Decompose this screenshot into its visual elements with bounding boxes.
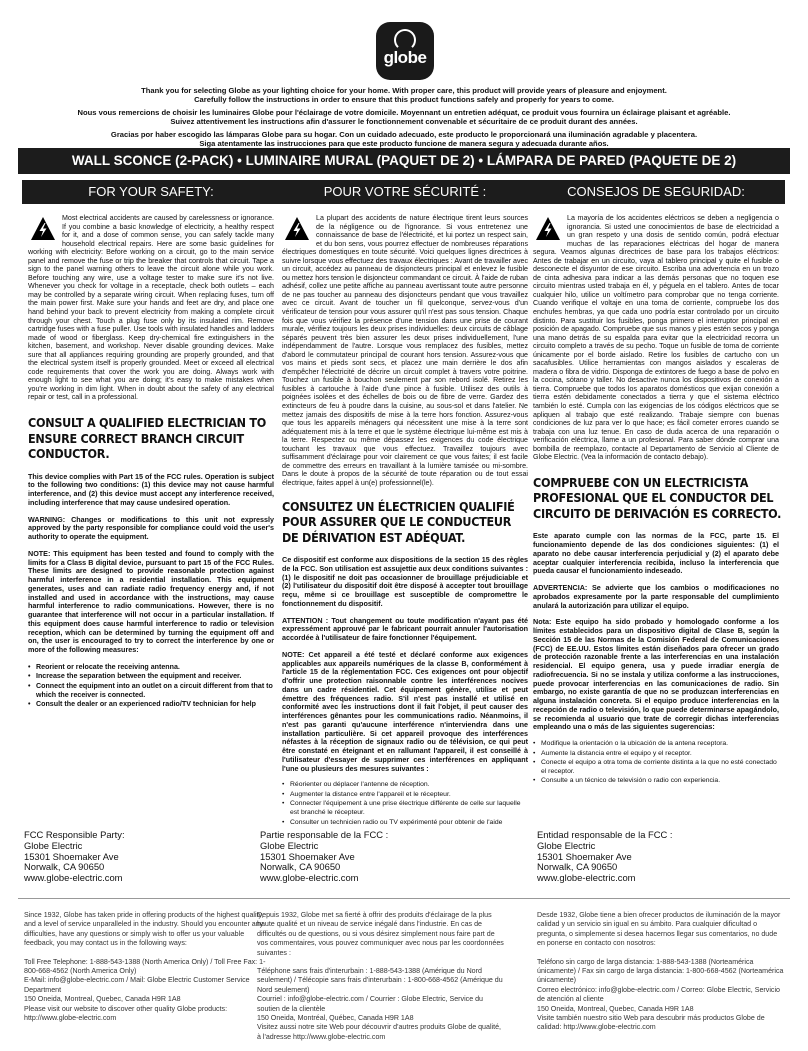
warning-icon	[535, 216, 561, 242]
footer-intro: Since 1932, Globe has taken pride in offering products of the highest quality, and a level of service unparalleled in the industry. Should you encounter any difficulties, have any questions or simply wish to offer us your valuable feedback, you may contact us in the following ways:	[24, 911, 264, 948]
fcc-warning-fr: ATTENTION : Tout changement ou toute modification n'ayant pas été expressément approuvé par le fabricant pourrait annuler l'autorisation accordée à l'utilisateur de faire fonctionner l'équipement.	[282, 615, 528, 642]
intro-es2: Siga atentamente las instrucciones para que este producto funcione de manera segura y adecuada durante años.	[199, 139, 609, 149]
party-company: Globe Electric	[24, 839, 83, 851]
footer-email: Correo electrónico: info@globe-electric.com / Correo: Globe Electric, Servicio de atención al cliente	[537, 985, 780, 1004]
party-street: 15301 Shoemaker Ave	[537, 850, 632, 862]
intro-en: Thank you for selecting Globe as your lighting choice for your home. With proper care, this product will provide years of pleasure and enjoyment.	[141, 86, 667, 95]
safety-text-fr	[282, 214, 528, 488]
fcc-note-fr: NOTE: Cet appareil a été testé et déclaré conforme aux exigences applicables aux appareils numériques de la classe B, conformément à l'article 15 de la réglementation FCC. Ces exigences ont pour objectif d'offrir une protection raisonnable contre les interférences nocives dans un cadre résidentiel. Cet équipement génère, utilise et peut émettre des fréquences radio. S'il n'est pas installé et utilisé en conformité avec les instructions dont il fait l'objet, il peut causer des interférences gênantes pour les communications radio. Néanmoins, il n'est pas garanti qu'aucune interférence n'interviendra dans une installation particulière. Si cet appareil provoque des interférences néfastes à la réception de signaux radio ou de télévision, ce qui peut être constaté en éteignant et en rallumant l'appareil, il est conseillé à l'utilisateur d'essayer de supprimer ces interférences en appliquant l'une ou plusieurs des mesures suivantes :	[282, 649, 528, 773]
party-website: www.globe-electric.com	[537, 872, 636, 884]
list-item: • Consult the dealer or an experienced radio/TV technician for help	[28, 700, 274, 709]
party-label: Partie responsable de la FCC :	[260, 829, 389, 840]
intro-fr: Nous vous remercions de choisir les luminaires Globe pour l'éclairage de votre domicile. Moyennant un entretien adéquat, ce produit vous fournira un éclairage plaisant et agréable.	[77, 107, 731, 117]
consult-heading-es: COMPRUEBE CON UN ELECTRICISTA PROFESIONAL QUE EL CONDUCTOR DEL CIRCUITO DE DERIVACIÓN ES CORRECTO.	[533, 475, 782, 521]
safety-text-es	[533, 214, 779, 462]
footer-contact-en	[24, 911, 272, 1023]
list-item: • Conecte el equipo a otra toma de corriente distinta a la que no esté conectado el receptor.	[533, 759, 779, 776]
list-item: • Reorient or relocate the receiving antenna.	[28, 663, 274, 672]
list-item: • Increase the separation between the equipment and receiver.	[28, 672, 274, 681]
list-item: • Aumente la distancia entre el equipo y el receptor.	[533, 750, 779, 759]
safety-paragraph-es: La mayoría de los accidentes eléctricos se deben a negligencia o ignorancia. Si usted une conocimientos de base de electricidad a un gran respeto y una dosis de sentido común, podrá efectuar muchas de las reparaciones eléctricas del hogar de manera segura. Veamos algunas directrices de base para los trabajos eléctricos: Antes de trabajar en un circuito, vaya al tablero principal y quite el fusible o desconecte el disyuntor de ese circuito. Escriba una advertencia en un trozo de cinta adhesiva para indicar a las demás personas que no toquen ese circuito mientras usted trabaja en él, y péguela en el tablero. Antes de tocar cualquier hilo, utilice un voltímetro para comprobar que no tenga corriente. Cuando verifique el voltaje en una toma de corriente, compruebe los dos enchufes hembras, ya que cada uno podría estar controlado por un circuito distinto. Para sustituir los fusibles, ponga primero el interruptor principal en posición de apagado. Compruebe que sus manos y pies estén secos y ponga una mano detrás de su espalda para evitar que la electricidad recorra un circuito completo a través de su pecho. Toque un fusible de toma de corriente únicamente por el borde aislado. Retire los fusibles de cartucho con un sacafusibles. Utilice herramientas con mangos aislados y escaleras de madera o fibra de vidrio. Disponga de extintores de fuego a base de polvo en la cocina, sótano y taller. No desactive nunca los dispositivos de conexión a tierra. Compruebe que todos los aparatos domésticos que exijan conexión a tierra estén debidamente conectados a tierra y que el sistema eléctrico también lo esté. Cumpla con las exigencias de los códigos eléctricos que se apliquen al trabajo que esté realizando. Trabaje siempre con buenas condiciones de luz para ver lo que hace; es fácil cometer errores cuando se trabaja con una luz tenue. En caso de duda acerca de una reparación o verificación eléctrica, llame a un profesional. Para saber dónde comprar una bombilla de reemplazo, contacte al Departamento de Servicio al Cliente de Globe Electric. (Vea la información de contacto debajo).	[533, 214, 779, 462]
party-company: Globe Electric	[260, 839, 319, 851]
safety-heading-en: FOR YOUR SAFETY:	[22, 180, 280, 204]
footer-website: Visitez aussi notre site Web pour découvrir d'autres produits Globe de qualité, à l'adresse http://www.globe-electric.com	[257, 1023, 501, 1041]
footer-email: E-Mail: info@globe-electric.com / Mail: Globe Electric Customer Service Department	[24, 976, 250, 994]
list-item: • Augmenter la distance entre l'appareil et le récepteur.	[282, 791, 528, 800]
fcc-measures-fr	[282, 781, 528, 827]
list-item: • Consulte a un técnico de televisión o radio con experiencia.	[533, 777, 779, 786]
fcc-compliance-fr: Ce dispositif est conforme aux dispositions de la section 15 des règles de la FCC. Son utilisation est assujettie aux deux conditions suivantes : (1) le dispositif ne doit pas occasionner de brouillage préjudiciable et (2) l'utilisateur du dispositif doit être disposé à accepter tout brouillage reçu, même si ce brouillage est susceptible de compromettre le fonctionnement du dispositif.	[282, 555, 528, 608]
footer-intro: Depuis 1932, Globe met sa fierté à offrir des produits d'éclairage de la plus haute qualité et un niveau de service inégalé dans l'industrie. En cas de difficultés ou de questions, ou si vous désirez simplement nous faire part de vos commentaires, vous pouvez communiquer avec nous par les coordonnées suivantes :	[257, 911, 504, 957]
responsible-party-es	[537, 830, 777, 884]
safety-text-en	[28, 214, 274, 402]
footer-address: 150 Oneida, Montreal, Quebec, Canada H9R 1A8	[24, 995, 181, 1004]
party-city: Norwalk, CA 90650	[537, 861, 618, 873]
footer-phone: Teléfono sin cargo de larga distancia: 1-888-543-1388 (Norteamérica únicamente) / Fax sin cargo de larga distancia: 1-800-668-4562 (Norteamérica únicamente)	[537, 957, 784, 985]
party-street: 15301 Shoemaker Ave	[260, 850, 355, 862]
intro-fr2: Suivez attentivement les instructions afin d'assurer le fonctionnement convenable et sécuritaire de ce produit durant des années.	[170, 117, 638, 127]
party-city: Norwalk, CA 90650	[260, 861, 341, 873]
intro-es: Gracias por haber escogido las lámparas Globe para su hogar. Con un cuidado adecuado, este producto le proporcionará una iluminación agradable y placentera.	[110, 129, 698, 139]
fcc-text-fr	[282, 556, 528, 773]
party-label: Entidad responsable de la FCC :	[537, 829, 673, 840]
responsible-party-fr	[260, 830, 500, 884]
fcc-warning-en: WARNING: Changes or modifications to this unit not expressly approved by the party responsible for compliance could void the user's authority to operate the equipment.	[28, 514, 274, 542]
footer-phone: Téléphone sans frais d'interurbain : 1-888-543-1388 (Amérique du Nord seulement) / Télécopie sans frais d'interurbain : 1-800-668-4562 (Amérique du Nord seulement)	[257, 967, 503, 994]
column-english	[28, 180, 274, 710]
footer-intro: Desde 1932, Globe tiene a bien ofrecer productos de iluminación de la mayor calidad y un servicio sin igual en su ámbito. Para cualquier dificultad o pregunta, o simplemente si desea hacernos llegar sus comentarios, no dude en ponerse en contacto con nosotros:	[537, 911, 781, 948]
list-item: • Connect the equipment into an outlet on a circuit different from that to which the receiver is connected.	[28, 682, 274, 699]
party-website: www.globe-electric.com	[24, 872, 123, 884]
party-city: Norwalk, CA 90650	[24, 861, 105, 873]
footer-website: Please visit our website to discover other quality Globe products: http://www.globe-electric.com	[24, 1004, 228, 1023]
fcc-compliance-en: This device complies with Part 15 of the FCC rules. Operation is subject to the following two conditions: (1) this device may not cause harmful interference, and (2) this device must accept any interference received, including interference that may cause undesired operation.	[28, 471, 274, 507]
party-website: www.globe-electric.com	[260, 872, 359, 884]
column-spanish	[533, 180, 782, 787]
consult-heading-en: CONSULT A QUALIFIED ELECTRICIAN TO ENSURE CORRECT BRANCH CIRCUIT CONDUCTOR.	[28, 416, 267, 462]
footer-email: Courriel : info@globe-electric.com / Courrier : Globe Electric, Service du soutien de la clientèle	[257, 995, 484, 1013]
column-french	[282, 180, 528, 828]
safety-heading-es: CONSEJOS DE SEGURIDAD:	[527, 180, 785, 204]
safety-paragraph-en: Most electrical accidents are caused by carelessness or ignorance. If you combine a basic knowledge of electricity, a healthy respect for it, and a dose of common sense, you can safely tackle many household electrical repairs. Here are some basic guidelines for working with electricity: Before working on a circuit, go to the main service panel and remove the fuse or trip the breaker that controls that circuit. Tape a sign to the panel warning others to leave the circuit alone while you work. Before touching any wire, use a voltage tester to make sure it's not live. Whenever you check for voltage in a receptacle, check both outlets – each may be controlled by a separate wiring circuit. When replacing fuses, turn off the main power first. Make sure your hands and feet are dry, and place one hand behind your back to prevent electricity from making a complete circuit through your chest. Touch a plug fuse only by its insulated rim. Remove cartridge fuses with a fuse puller. Use tools with insulated handles and ladders made of wood or fiberglass. Keep dry-chemical fire extinguishers in the kitchen, basement, and workshop. Never disable grounding devices. Make sure that all appliances requiring grounding are properly grounded, and that the electrical system itself is properly grounded. Meet or exceed all electrical code requirements that cover the work you are doing. Always work with enough light to see what you are doing; it's easy to make mistakes when you're working in dim light. When in doubt about the safety of any electrical repair or test, call in a professional.	[28, 214, 274, 402]
party-street: 15301 Shoemaker Ave	[24, 850, 119, 862]
footer-divider	[18, 898, 790, 899]
fcc-warning-es: ADVERTENCIA: Se advierte que los cambios o modificaciones no aprobados expresamente por la parte responsable del cumplimiento anulará la autorización para utilizar el equipo.	[533, 583, 779, 610]
product-title: WALL SCONCE (2-PACK) • LUMINAIRE MURAL (PAQUET DE 2) • LÁMPARA DE PARED (PAQUETE DE 2)	[18, 148, 790, 174]
party-label: FCC Responsible Party:	[24, 829, 125, 840]
list-item: • Réorienter ou déplacer l'antenne de réception.	[282, 781, 528, 790]
list-item: • Consulter un technicien radio ou TV expérimenté pour obtenir de l'aide	[282, 819, 528, 828]
list-item: • Modifique la orientación o la ubicación de la antena receptora.	[533, 740, 779, 749]
fcc-compliance-es: Este aparato cumple con las normas de la FCC, parte 15. El funcionamiento depende de las dos condiciones siguientes: (1) el aparato no debe causar interferencia perjudicial y (2) el aparato debe aceptar cualquier interferencia recibida, incluso la interferencia que pueda causar el funcionamiento indeseado.	[533, 531, 779, 576]
fcc-text-en	[28, 473, 274, 655]
fcc-note-es: Nota: Este equipo ha sido probado y homologado conforme a los límites establecidos para un dispositivo digital de Clase B, según la Sección 15 de las Normas de la Comisión Federal de Comunicaciones (FCC) de EE.UU. Estos límites están diseñados para ofrecer un grado de protección razonable frente a las interferencias en una instalación residencial. El equipo genera, usa y puede irradiar energía de radiofrecuencia. Si no se instala y utiliza conforme a las instrucciones, puede provocar interferencias en las comunicaciones de radio. Sin embargo, no existe garantía de que no se produzcan interferencias en alguna instalación concreta. Si el equipo produce interferencias en la recepción de radio o televisión, lo que puede determinarse apagándolo, se recomienda al usuario que trate de corregir dichas interferencias empleando una o más de las siguientes sugerencias:	[533, 617, 779, 732]
intro-text	[20, 86, 788, 148]
footer-contact-es	[537, 911, 785, 1033]
safety-heading-fr: POUR VOTRE SÉCURITÉ :	[276, 180, 534, 204]
fcc-measures-en	[28, 663, 274, 709]
intro-en2: Carefully follow the instructions in order to ensure that this product functions safely and properly for years to come.	[194, 95, 614, 105]
footer-website: Visite también nuestro sitio Web para descubrir más productos Globe de calidad: http://www.globe-electric.com	[537, 1014, 765, 1032]
list-item: • Connecter l'équipement à une prise électrique différente de celle sur laquelle est branché le récepteur.	[282, 800, 528, 817]
footer-phone: Toll Free Telephone: 1-888-543-1388 (North America Only) / Toll Free Fax: 1-800-668-4562 (North America Only)	[24, 957, 266, 976]
consult-heading-fr: CONSULTEZ UN ÉLECTRICIEN QUALIFIÉ POUR ASSURER QUE LE CONDUCTEUR DE DÉRIVATION EST ADÉQUAT.	[282, 499, 515, 545]
footer-address: 150 Oneida, Montreal, Quebec, Canada H9R 1A8	[537, 1004, 694, 1013]
warning-icon	[30, 216, 56, 242]
footer-address: 150 Oneida, Montréal, Québec, Canada H9R 1A8	[257, 1014, 414, 1023]
safety-paragraph-fr: La plupart des accidents de nature électrique tirent leurs sources de la négligence ou de l'ignorance. Si vous entretenez une connaissance de base de l'électricité, et lui portez un respect sain, et du bon sens, vous pourrez effectuer de nombreuses réparations électriques domestiques en toute sécurité. Voici quelques lignes directrices à suivre lorsque vous effectuez des travaux électriques : Avant de travailler avec un circuit, accédez au panneau de disjoncteurs principal et enlevez le fusible ou mettez hors tension le disjoncteur commandant ce circuit. À l'aide de ruban adhésif, collez une petite affiche au panneau avertissant toute autre personne de ne pas toucher au panneau des disjoncteurs pendant que vous travaillez avec ce circuit. Avant de toucher un fil quelconque, servez-vous d'un vérificateur de tension pour vous assurer qu'il n'est pas sous tension. Chaque fois que vous vérifiez la présence d'une tension dans une prise de courant murale, vérifiez toujours les deux prises individuelles: deux circuits de câblage séparés peuvent très bien assurer les deux prises individuellement, l'une indépendamment de l'autre. Lorsque vous remplacez des fusibles, mettez d'abord le commutateur principal de courant hors tension. Assurez-vous que vos mains et pieds sont secs, et placez une main derrière le dos afin d'empêcher l'électricité de décrire un circuit complet à travers votre poitrine. Touchez un fusible à bouchon seulement par son rebord isolé. Retirez les fusibles à cartouche à l'aide d'une pince à fusible. Utilisez des outils à poignées isolées et des échelles de bois ou de fibre de verre. Gardez des extincteurs de feu à poudre dans la cuisine, au sous-sol et dans l'atelier. Ne mettez jamais des dispositifs de mise à la terre hors fonction. Assurez-vous que tous les appareils ménagers qui nécessitent une mise à la terre sont adéquatement mis à la terre et que le système électrique lui-même est mis à la terre. Respectez ou même dépassez les exigences du code électrique touchant les travaux que vous effectuez. Travaillez toujours avec suffisamment d'éclairage pour voir clairement ce que vous faites; il est facile de commettre des erreurs en travaillant à la lumière tamisée ou mi-sombre. Dans le doute à propos de la sécurité de toute réparation ou de tout essai électrique, faites appel à un(e) professionnel(le).	[282, 214, 528, 487]
fcc-note-en: NOTE: This equipment has been tested and found to comply with the limits for a Class B digital device, pursuant to part 15 of the FCC Rules. These limits are designed to provide reasonable protection against harmful interference in a residential installation. This equipment generates, uses and can radiate radio frequency energy and, if not installed and used in accordance with the instructions, may cause harmful interference to radio communications. However, there is no guarantee that interference will not occur in a particular installation. If this equipment does cause harmful interference to radio or television reception, which can be determined by turning the equipment off and on, the user is encouraged to try to correct the interference by one or more of the following measures:	[28, 548, 274, 655]
fcc-text-es	[533, 532, 779, 732]
fcc-measures-es	[533, 740, 779, 786]
party-company: Globe Electric	[537, 839, 596, 851]
logo-text: globe	[383, 48, 427, 67]
warning-icon	[284, 216, 310, 242]
responsible-party-en	[24, 830, 264, 884]
globe-logo	[376, 22, 434, 80]
footer-contact-fr	[257, 911, 505, 1042]
